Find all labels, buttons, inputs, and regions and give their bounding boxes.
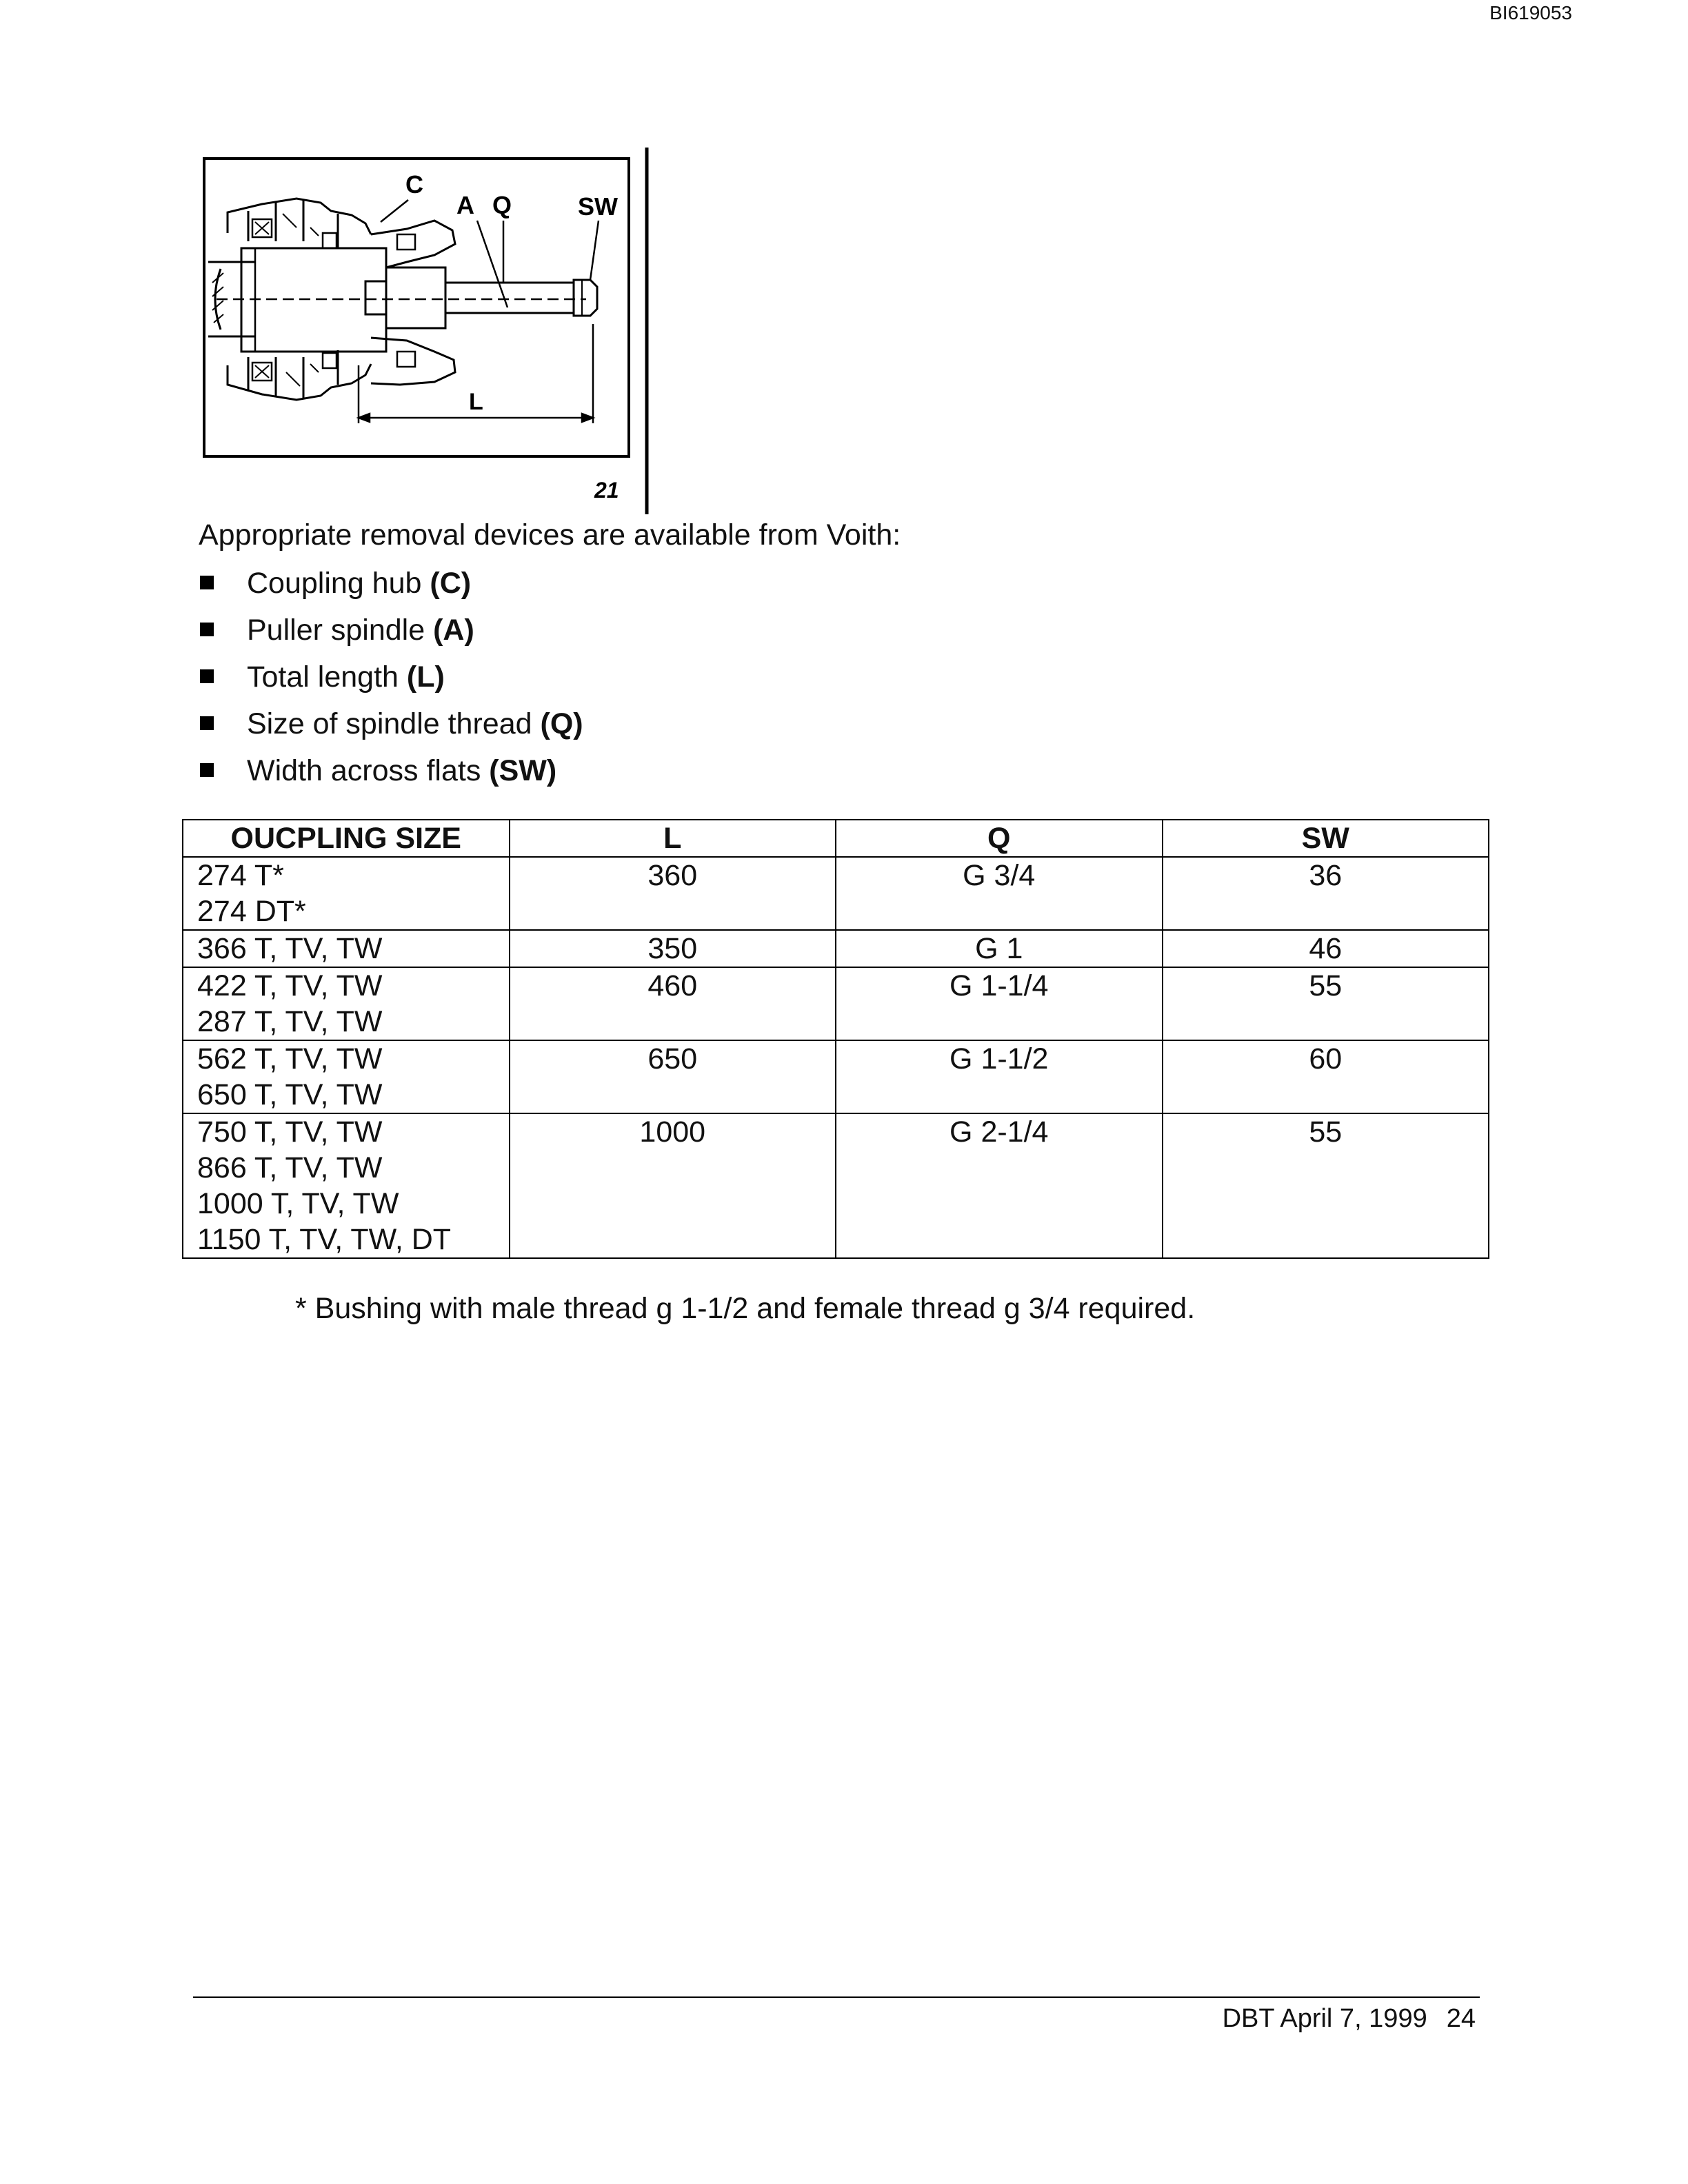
list-item-code: (SW) bbox=[489, 754, 557, 787]
figure-number: 21 bbox=[594, 478, 619, 503]
table-row bbox=[183, 930, 1489, 967]
size-line: 287 T, TV, TW bbox=[197, 1005, 383, 1038]
list-item-text: Puller spindle bbox=[247, 614, 434, 647]
leader-lines bbox=[381, 200, 599, 307]
list-item bbox=[199, 607, 583, 654]
bullet-square-icon bbox=[200, 716, 214, 730]
column-header-sw: SW bbox=[1163, 820, 1489, 857]
size-line: 1150 T, TV, TW, DT bbox=[197, 1223, 452, 1256]
bullet-square-icon bbox=[200, 763, 214, 777]
cell-coupling-size bbox=[183, 930, 510, 967]
coupling-removal-figure bbox=[200, 145, 655, 517]
list-item-text: Width across flats bbox=[247, 754, 490, 787]
cell-sw: 36 bbox=[1163, 857, 1489, 930]
cell-q: G 1-1/2 bbox=[836, 1040, 1163, 1113]
list-item-code: (C) bbox=[430, 567, 472, 600]
size-line: 274 T* bbox=[197, 859, 284, 892]
list-item bbox=[199, 560, 583, 607]
cell-coupling-size bbox=[183, 1113, 510, 1258]
cell-coupling-size bbox=[183, 1040, 510, 1113]
table-footnote: * Bushing with male thread g 1-1/2 and female thread g 3/4 required. bbox=[295, 1292, 1196, 1325]
cell-sw: 55 bbox=[1163, 967, 1489, 1040]
cell-coupling-size bbox=[183, 967, 510, 1040]
page-footer bbox=[1223, 2002, 1476, 2035]
column-header-q: Q bbox=[836, 820, 1163, 857]
table-row bbox=[183, 967, 1489, 1040]
size-line: 866 T, TV, TW bbox=[197, 1151, 383, 1184]
coupling-size-table bbox=[182, 819, 1489, 1259]
cell-sw: 60 bbox=[1163, 1040, 1489, 1113]
list-item bbox=[199, 654, 583, 700]
list-item-code: (L) bbox=[406, 660, 445, 694]
cell-q: G 1 bbox=[836, 930, 1163, 967]
removal-devices-list bbox=[199, 560, 583, 794]
cell-l: 1000 bbox=[510, 1113, 836, 1258]
label-q: Q bbox=[492, 191, 512, 219]
label-sw: SW bbox=[578, 192, 618, 221]
table-row bbox=[183, 857, 1489, 930]
table-header-row bbox=[183, 820, 1489, 857]
page-number: 24 bbox=[1446, 2004, 1476, 2033]
footer-divider bbox=[193, 1996, 1480, 1998]
cell-l: 460 bbox=[510, 967, 836, 1040]
puller-spindle-a bbox=[365, 267, 597, 328]
column-header-l: L bbox=[510, 820, 836, 857]
cell-coupling-size bbox=[183, 857, 510, 930]
label-l: L bbox=[469, 389, 483, 415]
label-a: A bbox=[456, 191, 474, 219]
bullet-square-icon bbox=[200, 623, 214, 636]
list-item-text: Coupling hub bbox=[247, 567, 430, 600]
cell-l: 360 bbox=[510, 857, 836, 930]
document-id: BI619053 bbox=[1489, 2, 1572, 23]
bullet-square-icon bbox=[200, 576, 214, 589]
footer-date: DBT April 7, 1999 bbox=[1222, 2004, 1427, 2033]
size-line: 750 T, TV, TW bbox=[197, 1115, 383, 1149]
table-row bbox=[183, 1040, 1489, 1113]
size-line: 650 T, TV, TW bbox=[197, 1078, 383, 1111]
size-line: 366 T, TV, TW bbox=[197, 932, 383, 965]
size-line: 422 T, TV, TW bbox=[197, 969, 383, 1002]
table-row bbox=[183, 1113, 1489, 1258]
cell-q: G 2-1/4 bbox=[836, 1113, 1163, 1258]
intro-text: Appropriate removal devices are available from Voith: bbox=[199, 518, 901, 552]
cell-sw: 46 bbox=[1163, 930, 1489, 967]
cell-q: G 3/4 bbox=[836, 857, 1163, 930]
list-item-text: Total length bbox=[247, 660, 407, 694]
coupling-drawing bbox=[200, 145, 655, 517]
bullet-square-icon bbox=[200, 669, 214, 683]
cell-q: G 1-1/4 bbox=[836, 967, 1163, 1040]
list-item bbox=[199, 700, 583, 747]
cell-l: 650 bbox=[510, 1040, 836, 1113]
list-item-code: (A) bbox=[433, 614, 474, 647]
size-line: 1000 T, TV, TW bbox=[197, 1187, 399, 1220]
size-line: 274 DT* bbox=[197, 895, 306, 928]
cell-sw: 55 bbox=[1163, 1113, 1489, 1258]
coupling-lower-detail bbox=[371, 221, 455, 385]
label-c: C bbox=[405, 170, 423, 199]
list-item-text: Size of spindle thread bbox=[247, 707, 541, 740]
cell-l: 350 bbox=[510, 930, 836, 967]
list-item-code: (Q) bbox=[540, 707, 583, 740]
size-line: 562 T, TV, TW bbox=[197, 1042, 383, 1075]
column-header-coupling-size: OUCPLING SIZE bbox=[183, 820, 510, 857]
list-item bbox=[199, 747, 583, 794]
